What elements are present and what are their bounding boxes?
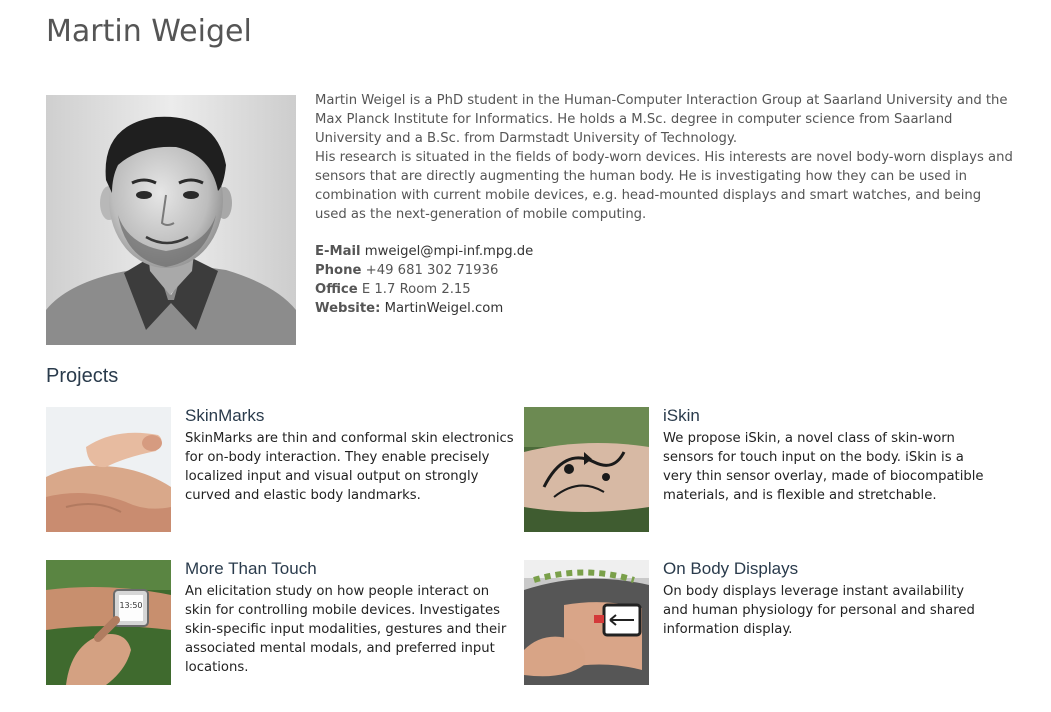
phone-label: Phone — [315, 263, 362, 278]
website-link[interactable]: MartinWeigel.com — [384, 301, 504, 316]
page-title: Martin Weigel — [46, 14, 252, 49]
project-thumbnail[interactable] — [46, 407, 171, 532]
project-description: SkinMarks are thin and conformal skin electronics for on-body interaction. They enable precisely localized input and visual output on strongly curved and elastic body landmarks. — [185, 431, 514, 503]
bio-paragraph: His research is situated in the fields of body-worn devices. His interests are novel body-worn displays and sensors that are directly augmenting the human body. He is investigating how they can be used in combination with current mobile devices, e.g. head-mounted displays and smart watches, and being used as the next-generation of mobile computing. — [315, 150, 1013, 222]
projects-heading: Projects — [46, 365, 119, 387]
phone-value: +49 681 302 71936 — [365, 263, 499, 278]
project-description: On body displays leverage instant availability and human physiology for personal and shared information display. — [663, 584, 975, 637]
contact-info — [315, 242, 533, 318]
bio-paragraph: Martin Weigel is a PhD student in the Human-Computer Interaction Group at Saarland University and the Max Planck Institute for Informatics. He holds a M.Sc. degree in computer science from Saarland University and a B.Sc. from Darmstadt University of Technology. — [315, 93, 1008, 146]
project-title[interactable]: iSkin — [663, 406, 700, 425]
email-row — [315, 242, 533, 261]
project-iskin — [524, 407, 1004, 533]
project-thumbnail[interactable] — [524, 560, 649, 685]
project-skinmarks — [46, 407, 526, 533]
project-more-than-touch — [46, 560, 526, 686]
project-title[interactable]: SkinMarks — [185, 406, 265, 425]
website-row — [315, 299, 533, 318]
portrait-photo — [46, 95, 296, 345]
office-row — [315, 280, 533, 299]
office-label: Office — [315, 282, 358, 297]
bio — [315, 91, 1015, 224]
project-description: An elicitation study on how people interact on skin for controlling mobile devices. Investigates skin-specific input modalities, gestures and their associated mental modals, and preferred input locations. — [185, 584, 507, 675]
project-title[interactable]: More Than Touch — [185, 559, 317, 578]
project-title[interactable]: On Body Displays — [663, 559, 799, 578]
website-label: Website: — [315, 301, 381, 316]
email-label: E-Mail — [315, 244, 361, 259]
office-value: E 1.7 Room 2.15 — [361, 282, 471, 297]
project-thumbnail[interactable] — [46, 560, 171, 685]
project-on-body-displays — [524, 560, 1004, 686]
phone-row — [315, 261, 533, 280]
watch-time: 13:50 — [119, 601, 143, 610]
email-link[interactable]: mweigel@mpi-inf.mpg.de — [364, 244, 534, 259]
project-thumbnail[interactable] — [524, 407, 649, 532]
project-description: We propose iSkin, a novel class of skin-worn sensors for touch input on the body. iSkin is a very thin sensor overlay, made of biocompatible materials, and is flexible and stretchable. — [663, 431, 984, 503]
